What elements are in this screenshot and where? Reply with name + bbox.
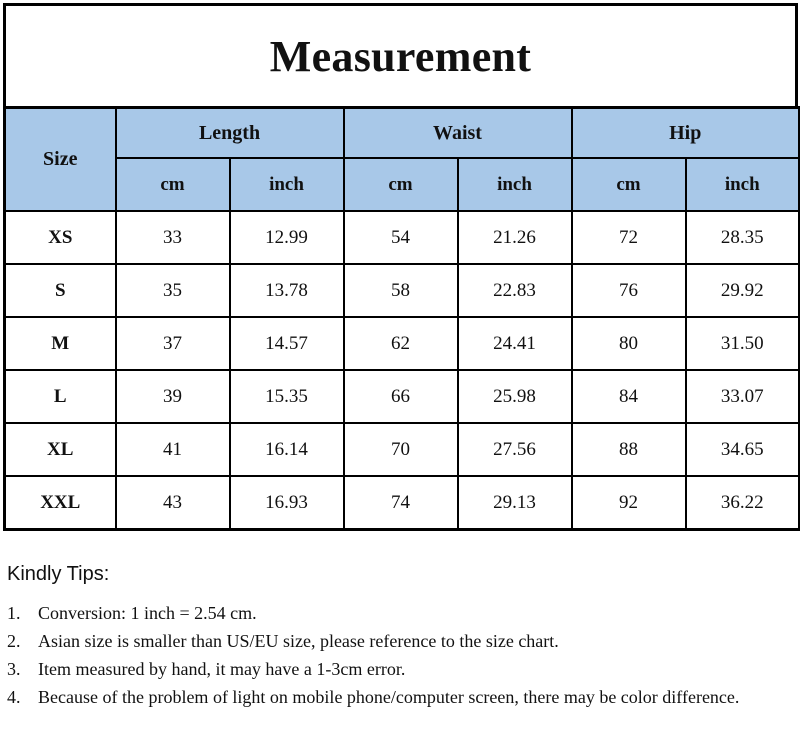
- tip-item: [7, 628, 797, 654]
- value-cell: 70: [344, 423, 458, 476]
- table-row: [5, 370, 800, 423]
- value-cell: 35: [116, 264, 230, 317]
- tip-number: 4.: [7, 687, 21, 707]
- value-cell: 29.92: [686, 264, 800, 317]
- unit-header: cm: [572, 158, 686, 211]
- value-cell: 41: [116, 423, 230, 476]
- value-cell: 66: [344, 370, 458, 423]
- size-cell: S: [5, 264, 116, 317]
- header-row-groups: [5, 108, 800, 159]
- tip-text: Asian size is smaller than US/EU size, please reference to the size chart.: [38, 631, 559, 651]
- value-cell: 84: [572, 370, 686, 423]
- page-title: Measurement: [269, 31, 532, 81]
- header-row-units: [5, 158, 800, 211]
- waist-header: Waist: [344, 108, 572, 159]
- value-cell: 14.57: [230, 317, 344, 370]
- unit-header: cm: [116, 158, 230, 211]
- value-cell: 72: [572, 211, 686, 264]
- value-cell: 92: [572, 476, 686, 530]
- tip-number: 3.: [7, 659, 21, 679]
- size-cell: XS: [5, 211, 116, 264]
- value-cell: 43: [116, 476, 230, 530]
- value-cell: 16.93: [230, 476, 344, 530]
- value-cell: 33.07: [686, 370, 800, 423]
- size-cell: L: [5, 370, 116, 423]
- value-cell: 58: [344, 264, 458, 317]
- size-cell: XL: [5, 423, 116, 476]
- value-cell: 29.13: [458, 476, 572, 530]
- value-cell: 21.26: [458, 211, 572, 264]
- value-cell: 62: [344, 317, 458, 370]
- size-chart-table: [3, 106, 800, 531]
- tip-number: 2.: [7, 631, 21, 651]
- value-cell: 15.35: [230, 370, 344, 423]
- hip-header: Hip: [572, 108, 800, 159]
- value-cell: 36.22: [686, 476, 800, 530]
- value-cell: 37: [116, 317, 230, 370]
- value-cell: 76: [572, 264, 686, 317]
- value-cell: 54: [344, 211, 458, 264]
- value-cell: 33: [116, 211, 230, 264]
- title-box: [3, 3, 798, 109]
- value-cell: 74: [344, 476, 458, 530]
- unit-header: cm: [344, 158, 458, 211]
- tip-number: 1.: [7, 603, 21, 623]
- unit-header: inch: [458, 158, 572, 211]
- unit-header: inch: [686, 158, 800, 211]
- value-cell: 31.50: [686, 317, 800, 370]
- kindly-tips: [7, 563, 797, 712]
- tip-text: Item measured by hand, it may have a 1-3cm error.: [38, 659, 406, 679]
- table-row: [5, 264, 800, 317]
- tip-item: [7, 656, 797, 682]
- length-header: Length: [116, 108, 344, 159]
- value-cell: 28.35: [686, 211, 800, 264]
- tips-list: [7, 600, 797, 710]
- table-row: [5, 211, 800, 264]
- value-cell: 88: [572, 423, 686, 476]
- tip-item: [7, 684, 797, 710]
- table-row: [5, 423, 800, 476]
- size-cell: M: [5, 317, 116, 370]
- size-cell: XXL: [5, 476, 116, 530]
- value-cell: 22.83: [458, 264, 572, 317]
- table-row: [5, 317, 800, 370]
- tips-title: Kindly Tips:: [7, 563, 110, 585]
- value-cell: 16.14: [230, 423, 344, 476]
- value-cell: 13.78: [230, 264, 344, 317]
- size-header: Size: [5, 108, 116, 212]
- tip-item: [7, 600, 797, 626]
- value-cell: 80: [572, 317, 686, 370]
- unit-header: inch: [230, 158, 344, 211]
- tip-text: Because of the problem of light on mobile phone/computer screen, there may be color difference.: [38, 687, 740, 707]
- value-cell: 34.65: [686, 423, 800, 476]
- table-row: [5, 476, 800, 530]
- value-cell: 12.99: [230, 211, 344, 264]
- value-cell: 27.56: [458, 423, 572, 476]
- tip-text: Conversion: 1 inch = 2.54 cm.: [38, 603, 257, 623]
- value-cell: 39: [116, 370, 230, 423]
- value-cell: 25.98: [458, 370, 572, 423]
- value-cell: 24.41: [458, 317, 572, 370]
